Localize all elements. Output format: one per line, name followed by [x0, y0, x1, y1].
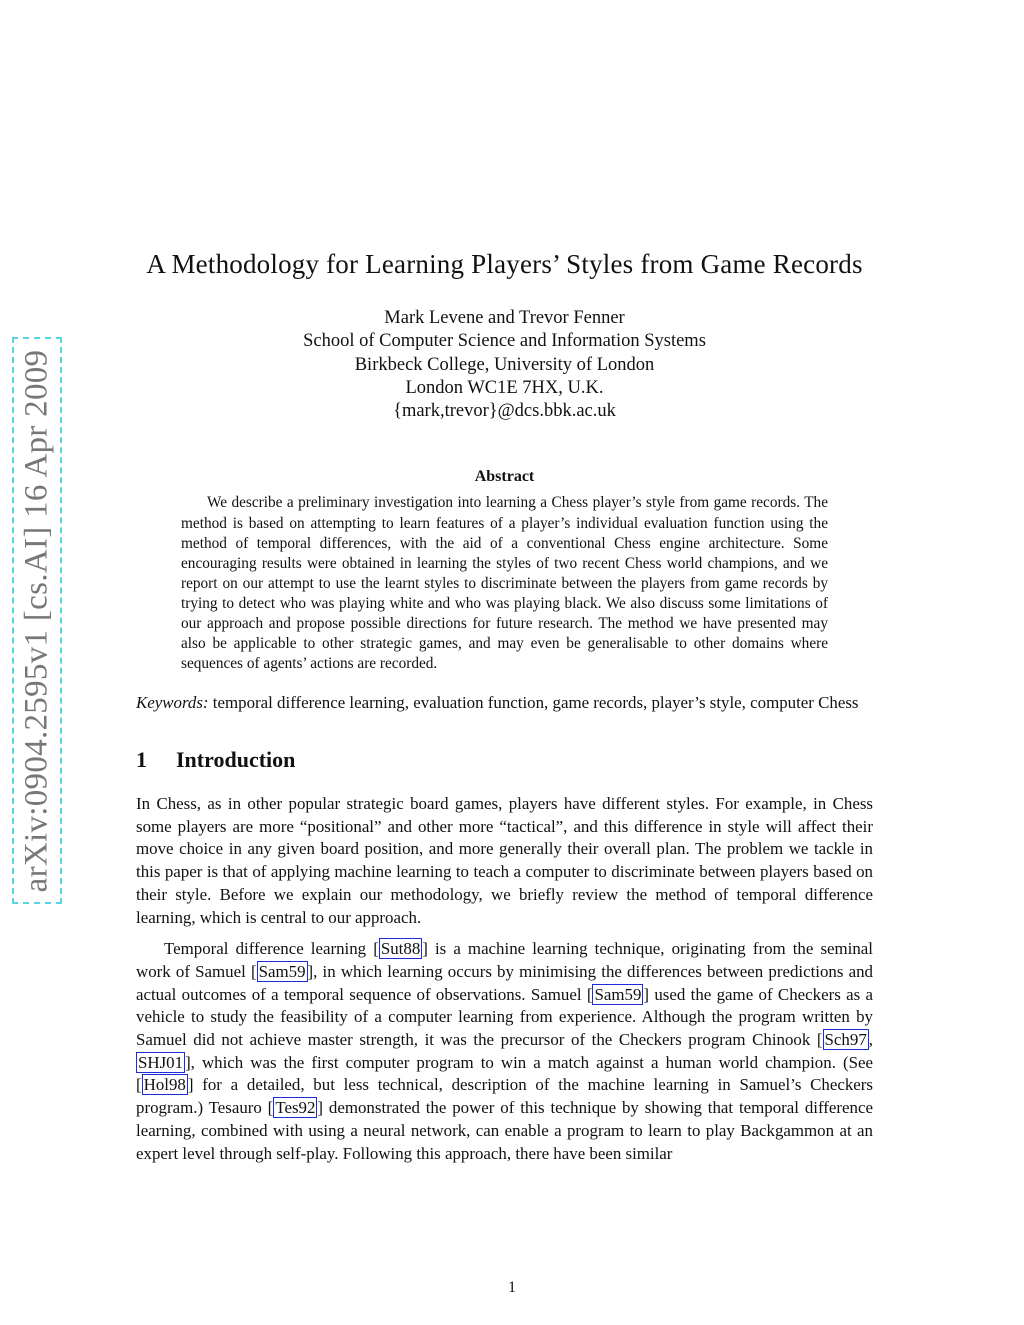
intro-paragraph-1: In Chess, as in other popular strategic board games, players have different styles. For example, in Chess some players are more “positional” and other more “tactical”, and this difference in style will affect their move choice in any given board position, and more generally their overall plan. The problem we tackle in this paper is that of applying machine learning to teach a computer to discriminate between players based on their style. Before we explain our methodology, we briefly review the method of temporal difference learning, which is central to our approach.	[136, 794, 873, 927]
abstract-heading: Abstract	[474, 468, 535, 486]
page-number: 1	[508, 1279, 516, 1296]
affiliation-school: School of Computer Science and Information Systems	[303, 331, 706, 352]
keywords-label: Keywords:	[136, 693, 209, 713]
affiliation-address: London WC1E 7HX, U.K.	[405, 377, 604, 398]
paper-page	[136, 248, 873, 1174]
author-block	[136, 307, 873, 423]
arxiv-stamp	[12, 337, 62, 904]
p2-text: ] is a machine learning technique, originating from the seminal work of Samuel [	[136, 939, 873, 981]
section-title: Introduction	[176, 747, 296, 773]
citation-tes92[interactable]: Tes92	[275, 1098, 316, 1118]
citation-sam59[interactable]: Sam59	[258, 961, 306, 981]
paper-title: A Methodology for Learning Players’ Styles from Game Records	[146, 249, 863, 279]
section-number: 1	[136, 747, 147, 773]
p2-text: ], which was the first computer program to win a match against a human world champion. (See [	[136, 1052, 873, 1095]
citation-sam59[interactable]: Sam59	[594, 984, 642, 1004]
arxiv-stamp-text: arXiv:0904.2595v1 [cs.AI] 16 Apr 2009	[18, 349, 55, 892]
citation-shj01[interactable]: SHJ01	[138, 1052, 184, 1072]
citation-sut88[interactable]: Sut88	[380, 939, 421, 959]
abstract-body: We describe a preliminary investigation into learning a Chess player’s style from game records. The method is based on attempting to learn features of a player’s individual evaluation function using the method of temporal differences, with the aid of a conventional Chess engine architecture. Some encouraging results were obtained in learning the styles of two recent Chess world champions, and we report on our attempt to use the learnt styles to discriminate between the players from game records by trying to detect who was playing white and who was playing black. We also discuss some limitations of our approach and propose possible directions for future research. The method we have presented may also be applicable to other strategic games, and may even be generalisable to other domains where sequences of agents’ actions are recorded.	[181, 494, 828, 673]
author-email: {mark,trevor}@dcs.bbk.ac.uk	[393, 401, 616, 422]
intro-paragraph-2	[136, 938, 873, 1165]
citation-sch97[interactable]: Sch97	[824, 1030, 867, 1050]
p2-text: Temporal difference learning [	[164, 939, 379, 959]
affiliation-college: Birkbeck College, University of London	[354, 354, 655, 375]
section-heading	[136, 747, 873, 773]
keywords	[136, 692, 873, 715]
p2-text: ], in which learning occurs by minimising the differences between predictions and actual outcomes of a temporal sequence of observations. Samuel [	[136, 961, 873, 1004]
author-names: Mark Levene and Trevor Fenner	[384, 308, 625, 328]
p2-text: ,	[868, 1030, 873, 1050]
p2-text: ] used the game of Checkers as a vehicle to study the feasibility of a computer learning from experience. Although the program written by Samuel did not achieve master strength, it was the precursor of the Checkers program Chinook [	[136, 984, 873, 1050]
keywords-text: temporal difference learning, evaluation function, game records, player’s style, computer Chess	[212, 693, 859, 713]
p2-text: ] demonstrated the power of this technique by showing that temporal difference learning, combined with using a neural network, can enable a program to learn to play Backgammon at an expert level through self-play. Following this approach, there have been similar	[136, 1098, 873, 1163]
citation-hol98[interactable]: Hol98	[143, 1075, 186, 1095]
p2-text: ] for a detailed, but less technical, description of the machine learning in Samuel’s Checkers program.) Tesauro [	[136, 1075, 873, 1118]
